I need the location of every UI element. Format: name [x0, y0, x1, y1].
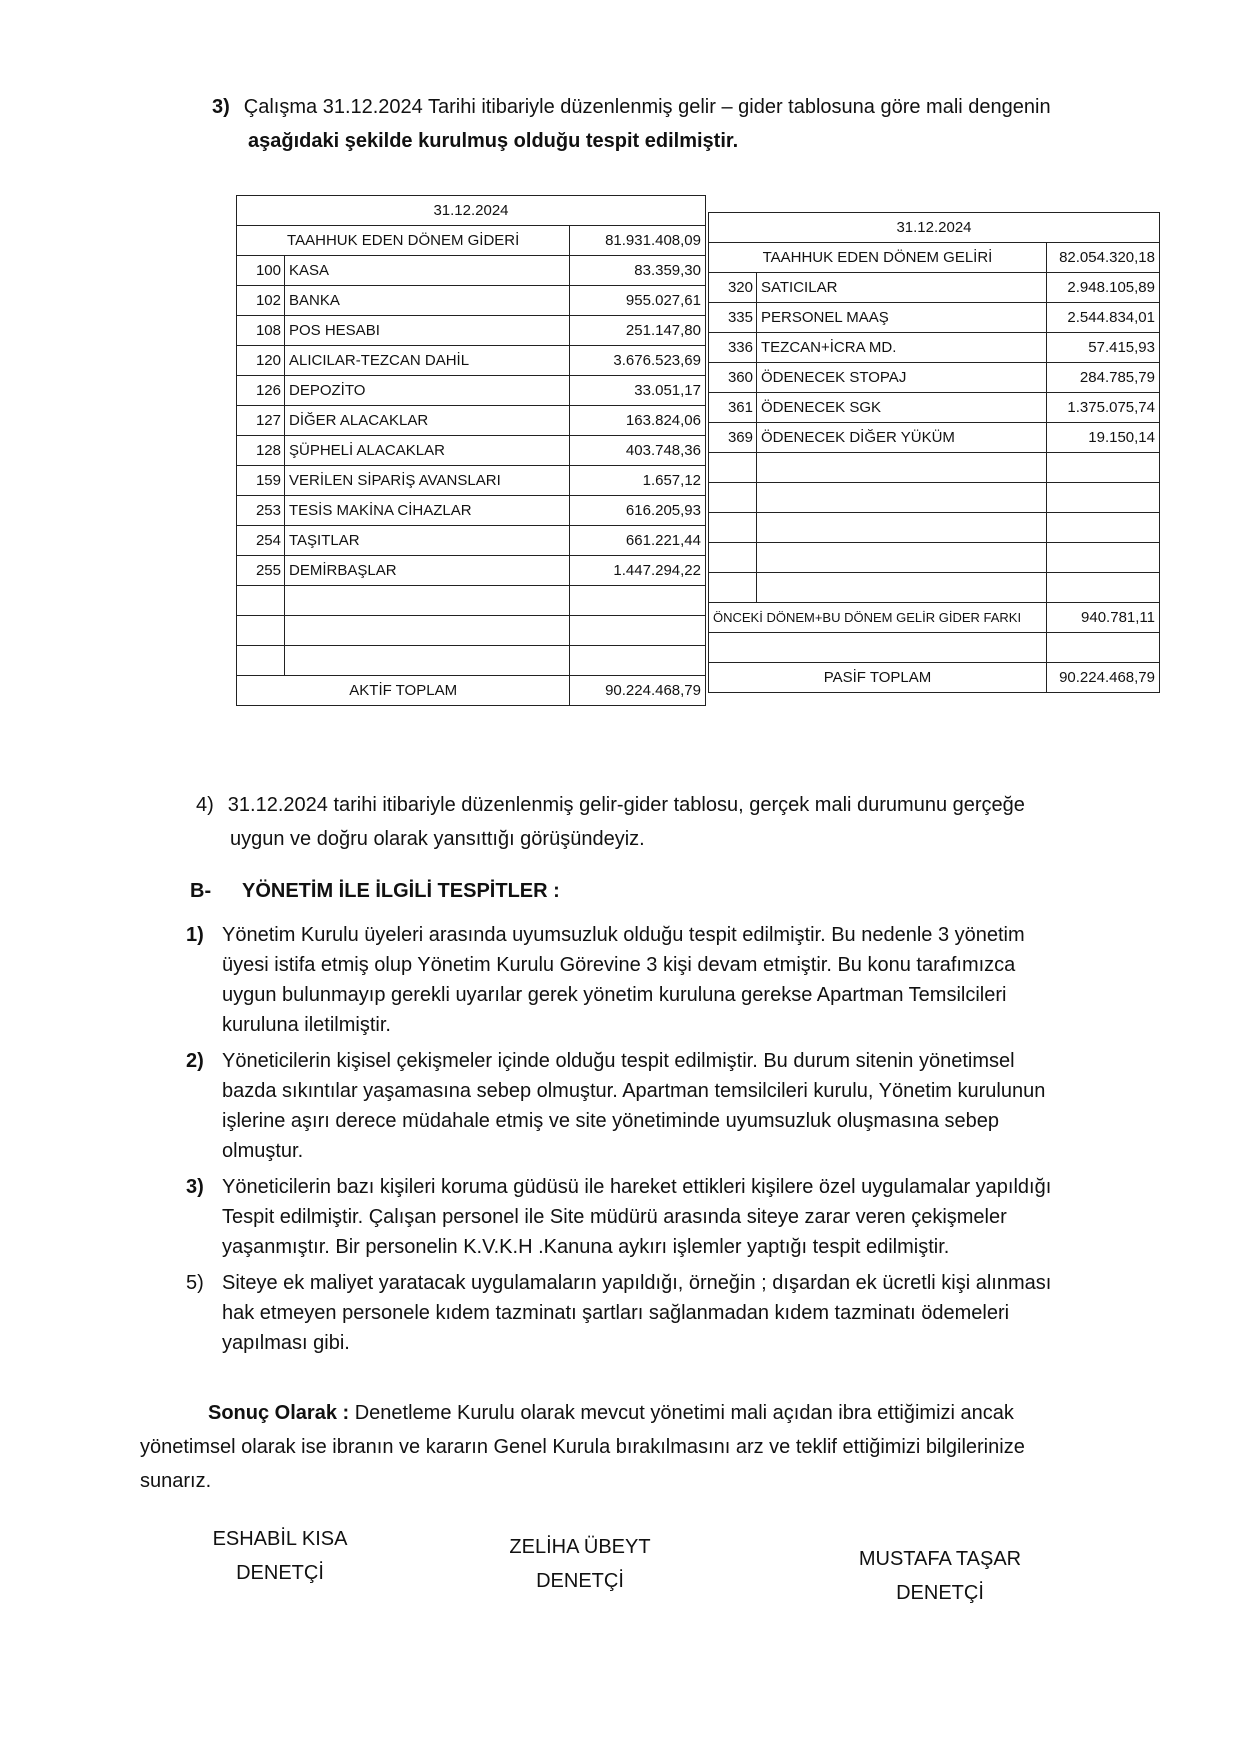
table-row	[237, 376, 706, 406]
signatory-role: DENETÇİ	[236, 1562, 324, 1584]
right-table-total-value: 90.224.468,79	[1046, 663, 1159, 693]
row-code: 335	[709, 303, 757, 333]
table-row	[237, 286, 706, 316]
row-name: ŞÜPHELİ ALACAKLAR	[285, 436, 570, 466]
conclusion-line-2: yönetimsel olarak ise ibranın ve kararın Genel Kurula bırakılmasını arz ve teklif ettiğimizi bilgilerinize	[140, 1436, 1025, 1458]
item-5-number: 5)	[186, 1272, 204, 1294]
row-code: 336	[709, 333, 757, 363]
empty-row	[709, 573, 1160, 603]
row-code: 126	[237, 376, 285, 406]
empty-row	[237, 616, 706, 646]
left-table-date: 31.12.2024	[237, 196, 706, 226]
section-4-number: 4)	[196, 794, 214, 816]
row-value: 2.544.834,01	[1046, 303, 1159, 333]
row-name: ÖDENECEK SGK	[757, 393, 1047, 423]
section-3-line-2: aşağıdaki şekilde kurulmuş olduğu tespit edilmiştir.	[248, 130, 739, 152]
table-row	[237, 406, 706, 436]
row-value: 83.359,30	[570, 256, 706, 286]
conclusion-line-1	[208, 1398, 1088, 1428]
item-5-text	[222, 1268, 1102, 1358]
row-code: 120	[237, 346, 285, 376]
signatory-name: ESHABİL KISA	[212, 1528, 348, 1550]
row-code: 102	[237, 286, 285, 316]
row-name: PERSONEL MAAŞ	[757, 303, 1047, 333]
table-row	[709, 393, 1160, 423]
section-b-heading	[190, 876, 890, 906]
row-code: 320	[709, 273, 757, 303]
row-value: 1.447.294,22	[570, 556, 706, 586]
empty-row	[709, 513, 1160, 543]
row-value: 19.150,14	[1046, 423, 1159, 453]
left-table-header-label: TAAHHUK EDEN DÖNEM GİDERİ	[237, 226, 570, 256]
row-value: 251.147,80	[570, 316, 706, 346]
row-value: 1.657,12	[570, 466, 706, 496]
table-row	[237, 436, 706, 466]
empty-row	[709, 543, 1160, 573]
row-code: 108	[237, 316, 285, 346]
right-table-diff-label: ÖNCEKİ DÖNEM+BU DÖNEM GELİR GİDER FARKI	[709, 603, 1047, 633]
row-name: DEMİRBAŞLAR	[285, 556, 570, 586]
left-table-total-label: AKTİF TOPLAM	[237, 676, 570, 706]
table-row	[237, 256, 706, 286]
item-3-text	[222, 1172, 1102, 1262]
signatory-name: ZELİHA ÜBEYT	[509, 1536, 651, 1558]
row-value: 284.785,79	[1046, 363, 1159, 393]
item-line: bazda sıkıntılar yaşamasına sebep olmuştur. Apartman temsilcileri kurulu, Yönetim kurulunun	[222, 1080, 1046, 1102]
item-line: üyesi istifa etmiş olup Yönetim Kurulu Görevine 3 kişi devam etmiştir. Bu konu tarafımızca	[222, 954, 1016, 976]
right-balance-table	[708, 212, 1160, 693]
item-line: işlerine aşırı derece müdahale etmiş ve site yönetiminde uyumsuzluk oluşmasına sebep	[222, 1110, 1000, 1132]
section-4-line-2: uygun ve doğru olarak yansıttığı görüşündeyiz.	[230, 828, 645, 850]
row-value: 661.221,44	[570, 526, 706, 556]
row-value: 403.748,36	[570, 436, 706, 466]
row-name: TAŞITLAR	[285, 526, 570, 556]
row-code: 159	[237, 466, 285, 496]
left-table-total-value: 90.224.468,79	[570, 676, 706, 706]
table-row	[237, 346, 706, 376]
empty-row	[709, 633, 1160, 663]
item-line: Yöneticilerin bazı kişileri koruma güdüsü ile hareket ettikleri kişilere özel uygulamalar yapıldığı	[222, 1176, 1052, 1198]
section-3-line-1: Çalışma 31.12.2024 Tarihi itibariyle düzenlenmiş gelir – gider tablosuna göre mali dengenin	[243, 96, 1051, 118]
item-line: hak etmeyen personele kıdem tazminatı şartları sağlanmadan kıdem tazminatı ödemeleri	[222, 1302, 1010, 1324]
item-2-number: 2)	[186, 1050, 204, 1072]
table-row	[709, 333, 1160, 363]
empty-row	[237, 586, 706, 616]
section-b-title: YÖNETİM İLE İLGİLİ TESPİTLER :	[242, 880, 560, 902]
empty-row	[709, 453, 1160, 483]
row-name: TESİS MAKİNA CİHAZLAR	[285, 496, 570, 526]
signatory-role: DENETÇİ	[896, 1582, 984, 1604]
item-line: Siteye ek maliyet yaratacak uygulamaların yapıldığı, örneğin ; dışardan ek ücretli kişi alınması	[222, 1272, 1052, 1294]
table-row	[237, 466, 706, 496]
section-3-number: 3)	[212, 96, 230, 118]
row-name: BANKA	[285, 286, 570, 316]
row-value: 955.027,61	[570, 286, 706, 316]
signature-block-2	[490, 1530, 670, 1598]
row-name: DEPOZİTO	[285, 376, 570, 406]
item-line: Yöneticilerin kişisel çekişmeler içinde olduğu tespit edilmiştir. Bu durum sitenin yönetimsel	[222, 1050, 1015, 1072]
row-code: 127	[237, 406, 285, 436]
row-name: TEZCAN+İCRA MD.	[757, 333, 1047, 363]
row-name: VERİLEN SİPARİŞ AVANSLARI	[285, 466, 570, 496]
row-value: 163.824,06	[570, 406, 706, 436]
row-name: ALICILAR-TEZCAN DAHİL	[285, 346, 570, 376]
right-table-header-label: TAAHHUK EDEN DÖNEM GELİRİ	[709, 243, 1047, 273]
row-code: 360	[709, 363, 757, 393]
row-name: ÖDENECEK DİĞER YÜKÜM	[757, 423, 1047, 453]
row-code: 100	[237, 256, 285, 286]
left-table-header-value: 81.931.408,09	[570, 226, 706, 256]
section-b-letter: B-	[190, 880, 212, 902]
row-code: 254	[237, 526, 285, 556]
section-3-paragraph	[212, 92, 1132, 122]
item-line: yaşanmıştır. Bir personelin K.V.K.H .Kanuna aykırı işlemler yaptığı tespit edilmiştir.	[222, 1236, 950, 1258]
row-name: SATICILAR	[757, 273, 1047, 303]
item-3-number: 3)	[186, 1176, 204, 1198]
row-value: 616.205,93	[570, 496, 706, 526]
table-row	[709, 363, 1160, 393]
conclusion-text-1: Denetleme Kurulu olarak mevcut yönetimi mali açıdan ibra ettiğimizi ancak	[354, 1402, 1014, 1424]
table-row	[237, 316, 706, 346]
row-code: 255	[237, 556, 285, 586]
empty-row	[237, 646, 706, 676]
table-row	[237, 556, 706, 586]
empty-row	[709, 483, 1160, 513]
item-line: Tespit edilmiştir. Çalışan personel ile Site müdürü arasında siteye zarar veren çekişmeler	[222, 1206, 1007, 1228]
item-1-number: 1)	[186, 924, 204, 946]
row-name: POS HESABI	[285, 316, 570, 346]
right-table-diff-value: 940.781,11	[1046, 603, 1159, 633]
left-balance-table	[236, 195, 706, 706]
right-table-total-label: PASİF TOPLAM	[709, 663, 1047, 693]
table-row	[709, 303, 1160, 333]
right-table-date: 31.12.2024	[709, 213, 1160, 243]
table-row	[237, 526, 706, 556]
row-code: 128	[237, 436, 285, 466]
row-value: 3.676.523,69	[570, 346, 706, 376]
conclusion-label: Sonuç Olarak :	[208, 1402, 350, 1424]
conclusion-line-3: sunarız.	[140, 1470, 212, 1492]
signatory-role: DENETÇİ	[536, 1570, 624, 1592]
item-line: kuruluna iletilmiştir.	[222, 1014, 391, 1036]
table-row	[709, 423, 1160, 453]
right-table-header-value: 82.054.320,18	[1046, 243, 1159, 273]
item-1-text	[222, 920, 1102, 1040]
row-code: 253	[237, 496, 285, 526]
row-name: DİĞER ALACAKLAR	[285, 406, 570, 436]
row-value: 57.415,93	[1046, 333, 1159, 363]
section-4-line-1: 31.12.2024 tarihi itibariyle düzenlenmiş gelir-gider tablosu, gerçek mali durumunu gerçeğe	[227, 794, 1025, 816]
table-row	[237, 496, 706, 526]
row-value: 1.375.075,74	[1046, 393, 1159, 423]
signature-block-1	[190, 1522, 370, 1590]
signatory-name: MUSTAFA TAŞAR	[858, 1548, 1022, 1570]
row-code: 361	[709, 393, 757, 423]
row-code: 369	[709, 423, 757, 453]
row-name: ÖDENECEK STOPAJ	[757, 363, 1047, 393]
signature-block-3	[840, 1542, 1040, 1610]
row-name: KASA	[285, 256, 570, 286]
item-line: yapılması gibi.	[222, 1332, 350, 1354]
item-2-text	[222, 1046, 1102, 1166]
table-row	[709, 273, 1160, 303]
item-line: uygun bulunmayıp gerekli uyarılar gerek yönetim kuruluna gerekse Apartman Temsilcileri	[222, 984, 1007, 1006]
item-line: Yönetim Kurulu üyeleri arasında uyumsuzluk olduğu tespit edilmiştir. Bu nedenle 3 yönetim	[222, 924, 1025, 946]
item-line: olmuştur.	[222, 1140, 304, 1162]
row-value: 2.948.105,89	[1046, 273, 1159, 303]
row-value: 33.051,17	[570, 376, 706, 406]
section-4-paragraph	[196, 790, 1096, 820]
